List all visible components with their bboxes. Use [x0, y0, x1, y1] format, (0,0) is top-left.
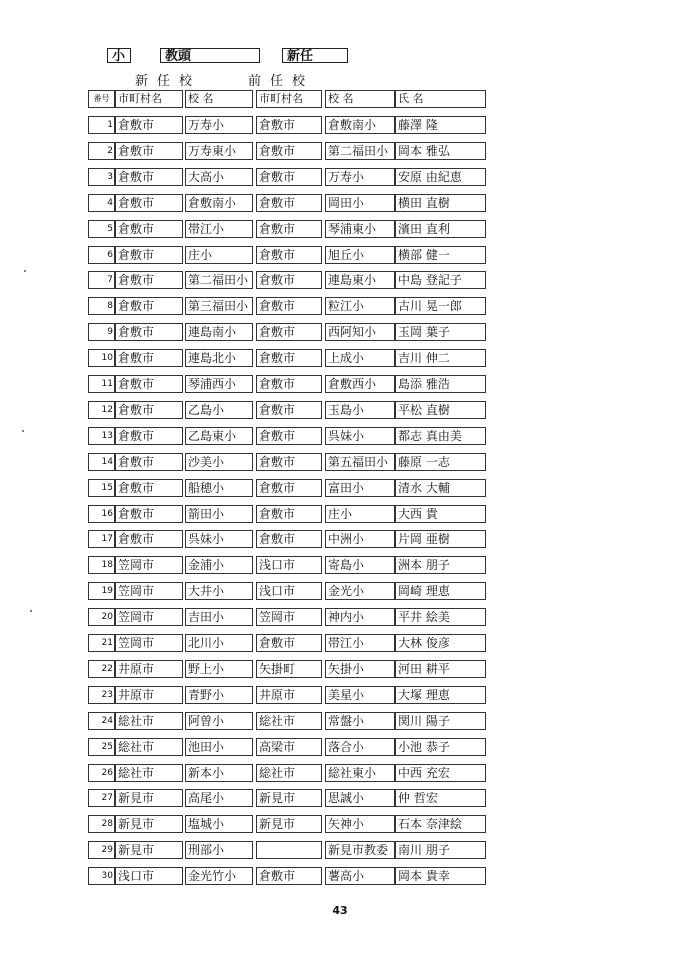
cell-school: 北川小 — [185, 634, 253, 652]
cell-prev-city: 倉敷市 — [256, 116, 322, 134]
table-row — [88, 712, 486, 730]
cell-school: 連島南小 — [185, 323, 253, 341]
cell-name: 横田 直樹 — [395, 194, 486, 212]
table-row — [88, 608, 486, 626]
cell-prev-school: 寄島小 — [325, 556, 395, 574]
cell-name: 中西 充宏 — [395, 764, 486, 782]
new-school-heading: 新任校 — [135, 74, 202, 89]
cell-prev-school: 帯江小 — [325, 634, 395, 652]
table-row — [88, 349, 486, 367]
cell-prev-school: 新見市教委 — [325, 841, 395, 859]
cell-num: 8 — [88, 297, 115, 315]
cell-num: 24 — [88, 712, 115, 730]
cell-prev-city: 矢掛町 — [256, 660, 322, 678]
cell-city: 倉敷市 — [115, 427, 183, 445]
cell-name: 平井 絵美 — [395, 608, 486, 626]
col-school-header: 校 名 — [185, 90, 253, 108]
cell-prev-city: 笠岡市 — [256, 608, 322, 626]
cell-prev-school: 倉敷南小 — [325, 116, 395, 134]
cell-prev-school: 玉島小 — [325, 401, 395, 419]
cell-prev-city: 新見市 — [256, 815, 322, 833]
cell-num: 13 — [88, 427, 115, 445]
cell-name: 安原 由紀恵 — [395, 168, 486, 186]
cell-name: 大西 貴 — [395, 505, 486, 523]
cell-school: 野上小 — [185, 660, 253, 678]
cell-prev-city: 倉敷市 — [256, 634, 322, 652]
cell-name: 玉岡 葉子 — [395, 323, 486, 341]
cell-name: 洲本 朋子 — [395, 556, 486, 574]
cell-city: 倉敷市 — [115, 116, 183, 134]
cell-prev-city: 倉敷市 — [256, 194, 322, 212]
cell-city: 新見市 — [115, 841, 183, 859]
cell-num: 22 — [88, 660, 115, 678]
cell-name: 片岡 亜樹 — [395, 530, 486, 548]
cell-city: 総社市 — [115, 738, 183, 756]
cell-prev-school: 美星小 — [325, 686, 395, 704]
cell-num: 27 — [88, 789, 115, 807]
cell-prev-school: 富田小 — [325, 479, 395, 497]
cell-school: 阿曽小 — [185, 712, 253, 730]
cell-name: 中島 登記子 — [395, 271, 486, 289]
cell-city: 井原市 — [115, 686, 183, 704]
table-row — [88, 686, 486, 704]
table-row — [88, 271, 486, 289]
table-row — [88, 142, 486, 160]
cell-name: 横部 健一 — [395, 246, 486, 264]
cell-num: 29 — [88, 841, 115, 859]
cell-school: 乙島小 — [185, 401, 253, 419]
cell-city: 倉敷市 — [115, 246, 183, 264]
page-number: 43 — [332, 904, 348, 917]
cell-prev-city: 新見市 — [256, 789, 322, 807]
cell-num: 7 — [88, 271, 115, 289]
cell-num: 21 — [88, 634, 115, 652]
cell-num: 26 — [88, 764, 115, 782]
cell-prev-school: 連島東小 — [325, 271, 395, 289]
cell-school: 万寿東小 — [185, 142, 253, 160]
cell-name: 大塚 理恵 — [395, 686, 486, 704]
cell-prev-city: 倉敷市 — [256, 867, 322, 885]
school-type-box: 小 — [107, 48, 131, 63]
cell-city: 笠岡市 — [115, 634, 183, 652]
cell-name: 吉川 伸二 — [395, 349, 486, 367]
cell-city: 倉敷市 — [115, 142, 183, 160]
cell-prev-city: 倉敷市 — [256, 375, 322, 393]
cell-name: 岡本 貴幸 — [395, 867, 486, 885]
cell-city: 倉敷市 — [115, 297, 183, 315]
cell-name: 仲 哲宏 — [395, 789, 486, 807]
cell-prev-school: 常盤小 — [325, 712, 395, 730]
cell-school: 倉敷南小 — [185, 194, 253, 212]
table-row — [88, 556, 486, 574]
cell-num: 20 — [88, 608, 115, 626]
scan-speck — [22, 430, 24, 432]
cell-city: 倉敷市 — [115, 194, 183, 212]
cell-num: 10 — [88, 349, 115, 367]
cell-prev-school: 第二福田小 — [325, 142, 395, 160]
cell-prev-school: 第五福田小 — [325, 453, 395, 471]
cell-name: 河田 耕平 — [395, 660, 486, 678]
scan-speck — [24, 270, 26, 272]
cell-num: 19 — [88, 582, 115, 600]
table-row — [88, 505, 486, 523]
table-row — [88, 815, 486, 833]
cell-prev-city: 高梁市 — [256, 738, 322, 756]
cell-name: 清水 大輔 — [395, 479, 486, 497]
cell-school: 箭田小 — [185, 505, 253, 523]
cell-num: 5 — [88, 220, 115, 238]
cell-num: 11 — [88, 375, 115, 393]
cell-city: 倉敷市 — [115, 505, 183, 523]
cell-prev-city: 倉敷市 — [256, 479, 322, 497]
cell-num: 3 — [88, 168, 115, 186]
table-row — [88, 297, 486, 315]
cell-school: 青野小 — [185, 686, 253, 704]
cell-school: 吉田小 — [185, 608, 253, 626]
cell-prev-school: 思誠小 — [325, 789, 395, 807]
cell-school: 第二福田小 — [185, 271, 253, 289]
cell-prev-school: 矢神小 — [325, 815, 395, 833]
cell-city: 笠岡市 — [115, 556, 183, 574]
cell-city: 倉敷市 — [115, 375, 183, 393]
cell-prev-school: 琴浦東小 — [325, 220, 395, 238]
cell-name: 藤原 一志 — [395, 453, 486, 471]
col-prev-school-header: 校 名 — [325, 90, 395, 108]
cell-school: 大高小 — [185, 168, 253, 186]
cell-num: 1 — [88, 116, 115, 134]
cell-prev-school: 万寿小 — [325, 168, 395, 186]
cell-school: 塩城小 — [185, 815, 253, 833]
table-row — [88, 401, 486, 419]
cell-school: 新本小 — [185, 764, 253, 782]
cell-num: 6 — [88, 246, 115, 264]
cell-name: 小池 恭子 — [395, 738, 486, 756]
cell-city: 倉敷市 — [115, 323, 183, 341]
cell-prev-city: 倉敷市 — [256, 297, 322, 315]
cell-school: 刑部小 — [185, 841, 253, 859]
cell-prev-city: 倉敷市 — [256, 427, 322, 445]
table-row — [88, 194, 486, 212]
cell-prev-city: 倉敷市 — [256, 349, 322, 367]
cell-prev-school: 呉妹小 — [325, 427, 395, 445]
cell-prev-school: 西阿知小 — [325, 323, 395, 341]
col-name-header: 氏 名 — [395, 90, 486, 108]
cell-school: 帯江小 — [185, 220, 253, 238]
table-row — [88, 764, 486, 782]
table-row — [88, 427, 486, 445]
table-row — [88, 479, 486, 497]
cell-school: 高尾小 — [185, 789, 253, 807]
cell-prev-city: 倉敷市 — [256, 530, 322, 548]
table-row — [88, 246, 486, 264]
cell-name: 平松 直樹 — [395, 401, 486, 419]
cell-city: 井原市 — [115, 660, 183, 678]
cell-prev-city: 井原市 — [256, 686, 322, 704]
table-row — [88, 582, 486, 600]
cell-school: 庄小 — [185, 246, 253, 264]
cell-prev-city: 倉敷市 — [256, 271, 322, 289]
cell-city: 新見市 — [115, 789, 183, 807]
cell-city: 倉敷市 — [115, 271, 183, 289]
cell-name: 大林 俊彦 — [395, 634, 486, 652]
cell-city: 倉敷市 — [115, 168, 183, 186]
cell-num: 2 — [88, 142, 115, 160]
cell-city: 倉敷市 — [115, 220, 183, 238]
cell-city: 倉敷市 — [115, 453, 183, 471]
cell-city: 倉敷市 — [115, 349, 183, 367]
cell-city: 総社市 — [115, 764, 183, 782]
cell-prev-school: 上成小 — [325, 349, 395, 367]
cell-city: 浅口市 — [115, 867, 183, 885]
cell-prev-school: 庄小 — [325, 505, 395, 523]
status-box: 新任 — [282, 48, 348, 63]
cell-name: 島添 雅浩 — [395, 375, 486, 393]
col-num-header: 番号 — [88, 90, 115, 108]
table-row — [88, 634, 486, 652]
cell-prev-city: 倉敷市 — [256, 246, 322, 264]
table-row — [88, 530, 486, 548]
cell-city: 倉敷市 — [115, 530, 183, 548]
cell-prev-school: 薯高小 — [325, 867, 395, 885]
table-row — [88, 453, 486, 471]
cell-prev-city: 倉敷市 — [256, 323, 322, 341]
cell-school: 万寿小 — [185, 116, 253, 134]
cell-city: 笠岡市 — [115, 582, 183, 600]
cell-prev-city — [256, 841, 322, 859]
cell-prev-school: 倉敷西小 — [325, 375, 395, 393]
cell-school: 金浦小 — [185, 556, 253, 574]
cell-prev-city: 倉敷市 — [256, 142, 322, 160]
cell-prev-city: 倉敷市 — [256, 168, 322, 186]
col-city-header: 市町村名 — [115, 90, 183, 108]
cell-prev-school: 総社東小 — [325, 764, 395, 782]
table-header — [88, 90, 486, 108]
table-row — [88, 660, 486, 678]
cell-school: 金光竹小 — [185, 867, 253, 885]
cell-name: 濱田 直利 — [395, 220, 486, 238]
cell-num: 9 — [88, 323, 115, 341]
cell-name: 岡本 雅弘 — [395, 142, 486, 160]
previous-school-heading: 前任校 — [248, 74, 315, 89]
cell-num: 25 — [88, 738, 115, 756]
cell-num: 12 — [88, 401, 115, 419]
cell-school: 池田小 — [185, 738, 253, 756]
table-row — [88, 789, 486, 807]
cell-city: 新見市 — [115, 815, 183, 833]
cell-school: 大井小 — [185, 582, 253, 600]
table-row — [88, 168, 486, 186]
cell-prev-school: 矢掛小 — [325, 660, 395, 678]
cell-num: 15 — [88, 479, 115, 497]
table-row — [88, 116, 486, 134]
cell-num: 28 — [88, 815, 115, 833]
cell-prev-city: 総社市 — [256, 764, 322, 782]
cell-city: 総社市 — [115, 712, 183, 730]
cell-name: 藤澤 隆 — [395, 116, 486, 134]
cell-school: 連島北小 — [185, 349, 253, 367]
table-row — [88, 841, 486, 859]
cell-num: 30 — [88, 867, 115, 885]
cell-prev-city: 倉敷市 — [256, 453, 322, 471]
cell-num: 4 — [88, 194, 115, 212]
cell-city: 倉敷市 — [115, 479, 183, 497]
cell-school: 船穂小 — [185, 479, 253, 497]
table-row — [88, 867, 486, 885]
cell-prev-city: 倉敷市 — [256, 401, 322, 419]
cell-num: 17 — [88, 530, 115, 548]
cell-prev-city: 総社市 — [256, 712, 322, 730]
cell-prev-school: 粒江小 — [325, 297, 395, 315]
col-prev-city-header: 市町村名 — [256, 90, 322, 108]
table-row — [88, 323, 486, 341]
scan-speck — [30, 610, 32, 612]
cell-name: 都志 真由美 — [395, 427, 486, 445]
cell-name: 南川 朋子 — [395, 841, 486, 859]
cell-prev-city: 倉敷市 — [256, 220, 322, 238]
cell-prev-city: 倉敷市 — [256, 505, 322, 523]
cell-city: 倉敷市 — [115, 401, 183, 419]
cell-prev-city: 浅口市 — [256, 582, 322, 600]
cell-name: 関川 陽子 — [395, 712, 486, 730]
cell-num: 18 — [88, 556, 115, 574]
cell-num: 16 — [88, 505, 115, 523]
table-row — [88, 738, 486, 756]
table-row — [88, 220, 486, 238]
cell-school: 琴浦西小 — [185, 375, 253, 393]
cell-prev-school: 岡田小 — [325, 194, 395, 212]
table-row — [88, 375, 486, 393]
cell-school: 呉妹小 — [185, 530, 253, 548]
cell-school: 乙島東小 — [185, 427, 253, 445]
cell-prev-school: 旭丘小 — [325, 246, 395, 264]
cell-name: 石本 奈津絵 — [395, 815, 486, 833]
cell-num: 23 — [88, 686, 115, 704]
cell-prev-school: 落合小 — [325, 738, 395, 756]
cell-name: 岡崎 理恵 — [395, 582, 486, 600]
cell-name: 古川 晃一郎 — [395, 297, 486, 315]
cell-city: 笠岡市 — [115, 608, 183, 626]
cell-school: 第三福田小 — [185, 297, 253, 315]
cell-num: 14 — [88, 453, 115, 471]
cell-school: 沙美小 — [185, 453, 253, 471]
position-box: 教頭 — [160, 48, 260, 63]
cell-prev-school: 金光小 — [325, 582, 395, 600]
cell-prev-school: 神内小 — [325, 608, 395, 626]
cell-prev-city: 浅口市 — [256, 556, 322, 574]
cell-prev-school: 中洲小 — [325, 530, 395, 548]
